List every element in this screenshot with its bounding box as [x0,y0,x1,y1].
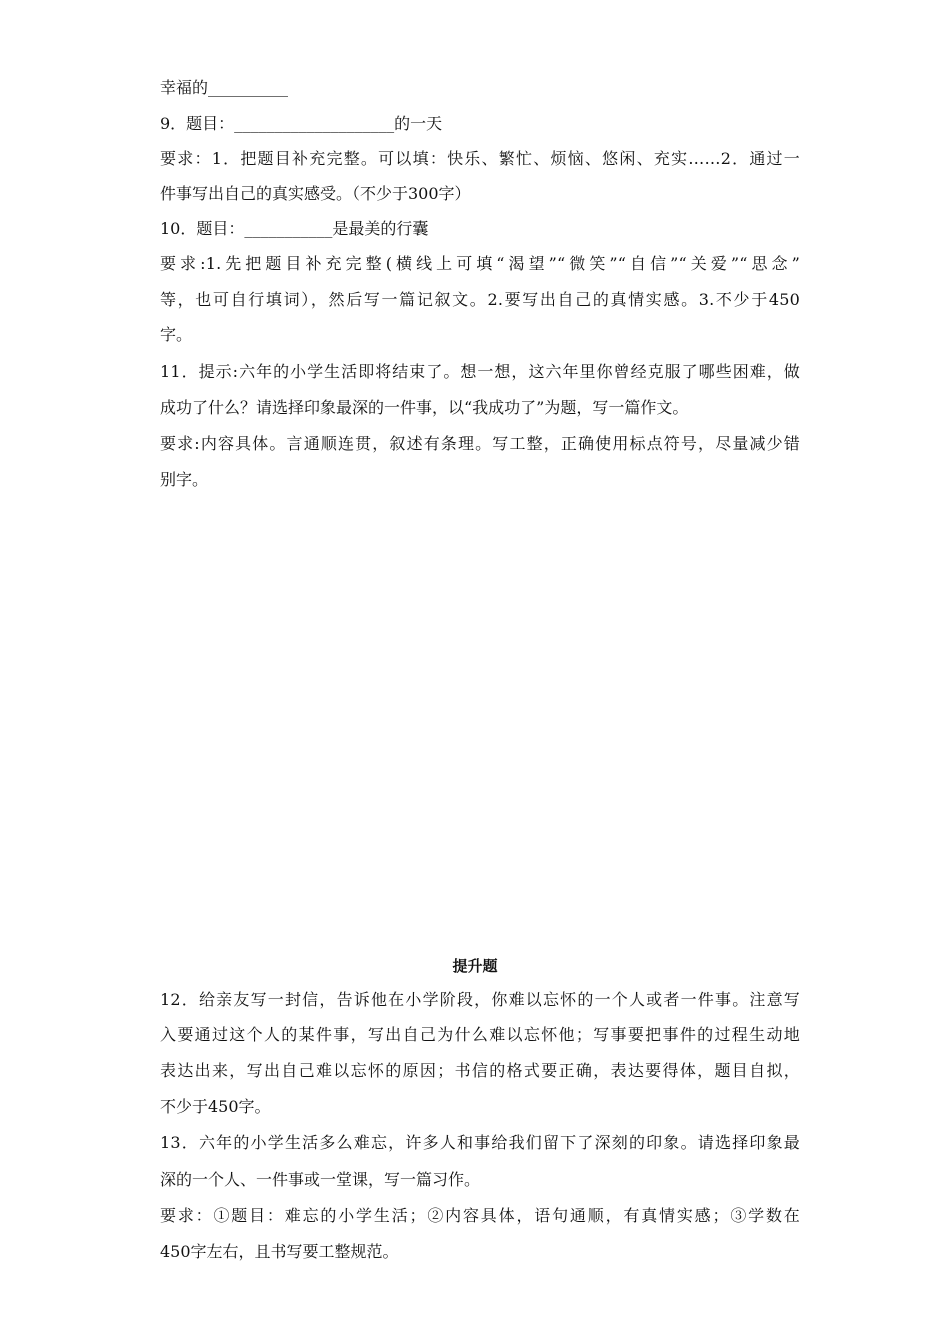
question-11-requirement-line-1: 要求:内容具体。言通顺连贯，叙述有条理。写工整，正确使用标点符号，尽量减少错 [160,434,800,453]
question-11-prompt-line-1: 11．提示:六年的小学生活即将结束了。想一想，这六年里你曾经克服了哪些困难，做 [160,362,800,381]
question-10-requirement-line-2: 等，也可自行填词），然后写一篇记叙文。2.要写出自己的真情实感。3.不少于450 [160,290,800,309]
question-9-requirement-line-2: 件事写出自己的真实感受。（不少于300字） [160,184,471,203]
question-12-line-1: 12．给亲友写一封信，告诉他在小学阶段，你难以忘怀的一个人或者一件事。注意写 [160,990,800,1009]
question-10-requirement-line-3: 字。 [160,325,193,344]
question-13-requirement-line-2: 450字左右，且书写要工整规范。 [160,1242,399,1261]
question-13-requirement-line-1: 要求：①题目：难忘的小学生活；②内容具体，语句通顺，有真情实感；③学数在 [160,1206,800,1225]
question-11-prompt-line-2: 成功了什么？请选择印象最深的一件事，以“我成功了”为题，写一篇作文。 [160,398,689,417]
question-10-requirement-line-1: 要求:1.先把题目补充完整(横线上可填“渴望”“微笑”“自信”“关爱”“思念” [160,254,800,273]
question-9-requirement-line-1: 要求：1．把题目补充完整。可以填：快乐、繁忙、烦恼、悠闲、充实……2．通过一 [160,149,800,168]
question-11-requirement-line-2: 别字。 [160,470,209,489]
section-heading: 提升题 [452,957,498,975]
question-12-line-2: 入要通过这个人的某件事，写出自己为什么难以忘怀他；写事要把事件的过程生动地 [160,1025,800,1044]
question-12-line-4: 不少于450字。 [160,1097,271,1116]
question-13-line-1: 13．六年的小学生活多么难忘，许多人和事给我们留下了深刻的印象。请选择印象最 [160,1133,800,1152]
question-10-title: 10．题目：___________是最美的行囊 [160,219,429,238]
text-line-happy-blank: 幸福的__________ [160,78,289,97]
question-12-line-3: 表达出来，写出自己难以忘怀的原因；书信的格式要正确，表达要得体，题目自拟， [160,1061,800,1080]
question-13-line-2: 深的一个人、一件事或一堂课，写一篇习作。 [160,1170,481,1189]
question-9-title: 9．题目：____________________的一天 [160,114,443,133]
